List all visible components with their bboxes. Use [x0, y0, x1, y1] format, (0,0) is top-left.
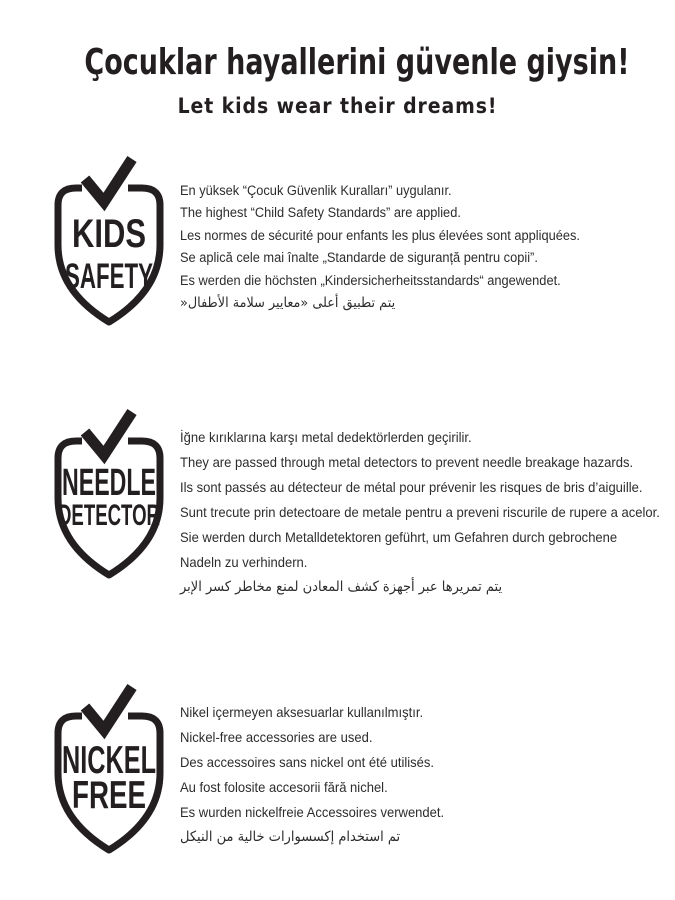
- badge-label-line: FREE: [72, 774, 146, 817]
- text-line-fr: Ils sont passés au détecteur de métal pour prévenir les risques de bris d’aiguille.: [180, 479, 643, 495]
- checkmark-icon: [85, 687, 132, 730]
- text-line-fr: Les normes de sécurité pour enfants les plus élevées sont appliquées.: [180, 227, 580, 243]
- needle-detector-text: [180, 425, 675, 600]
- checkmark-icon: [85, 412, 132, 455]
- text-line-ar: تم استخدام إكسسوارات خالية من النيكل: [180, 829, 401, 845]
- text-line-ar: يتم تطبيق أعلى «معايير سلامة الأطفال«: [180, 295, 396, 312]
- text-line-tr: En yüksek “Çocuk Güvenlik Kuralları” uygulanır.: [180, 183, 452, 198]
- badge-label-line: NEEDLE: [62, 462, 156, 504]
- page-title: Çocuklar hayallerini güvenle giysin!: [84, 42, 630, 83]
- kids-safety-text: [180, 180, 675, 314]
- text-line-de-cont: Nadeln zu verhindern.: [180, 554, 308, 570]
- text-line-en: The highest “Child Safety Standards” are applied.: [180, 205, 461, 221]
- text-line-de: Es wurden nickelfreie Accessoires verwendet.: [180, 804, 445, 820]
- badge-label-line: KIDS: [72, 212, 146, 256]
- text-line-tr: İğne kırıklarına karşı metal dedektörlerden geçirilir.: [180, 429, 472, 445]
- nickel-free-badge: [48, 683, 170, 855]
- text-line-ro: Au fost folosite accesorii fără nichel.: [180, 779, 388, 795]
- badge-label-line: NICKEL: [62, 739, 156, 782]
- text-line-tr: Nikel içermeyen aksesuarlar kullanılmıştır.: [180, 704, 424, 720]
- badge-label-line: SAFETY: [65, 257, 153, 296]
- text-line-en: Nickel-free accessories are used.: [180, 729, 373, 745]
- text-line-de: Es werden die höchsten „Kindersicherheitsstandards“ angewendet.: [180, 272, 561, 288]
- needle-detector-badge: [48, 408, 170, 580]
- kids-safety-badge: [48, 155, 170, 327]
- text-line-ar: يتم تمريرها عبر أجهزة كشف المعادن لمنع مخاطر كسر الإبر: [180, 579, 503, 595]
- text-line-en: They are passed through metal detectors to prevent needle breakage hazards.: [180, 454, 634, 470]
- text-line-fr: Des accessoires sans nickel ont été utilisés.: [180, 754, 435, 770]
- text-line-ro: Sunt trecute prin detectoare de metale pentru a preveni riscurile de rupere a acelor.: [180, 504, 660, 520]
- badge-label-line: DETECTOR: [58, 499, 161, 532]
- checkmark-icon: [85, 159, 132, 202]
- text-line-ro: Se aplică cele mai înalte „Standarde de siguranță pentru copii”.: [180, 250, 538, 266]
- text-line-de: Sie werden durch Metalldetektoren geführt, um Gefahren durch gebrochene: [180, 529, 618, 545]
- page-subtitle: Let kids wear their dreams!: [177, 94, 498, 118]
- nickel-free-text: [180, 700, 675, 850]
